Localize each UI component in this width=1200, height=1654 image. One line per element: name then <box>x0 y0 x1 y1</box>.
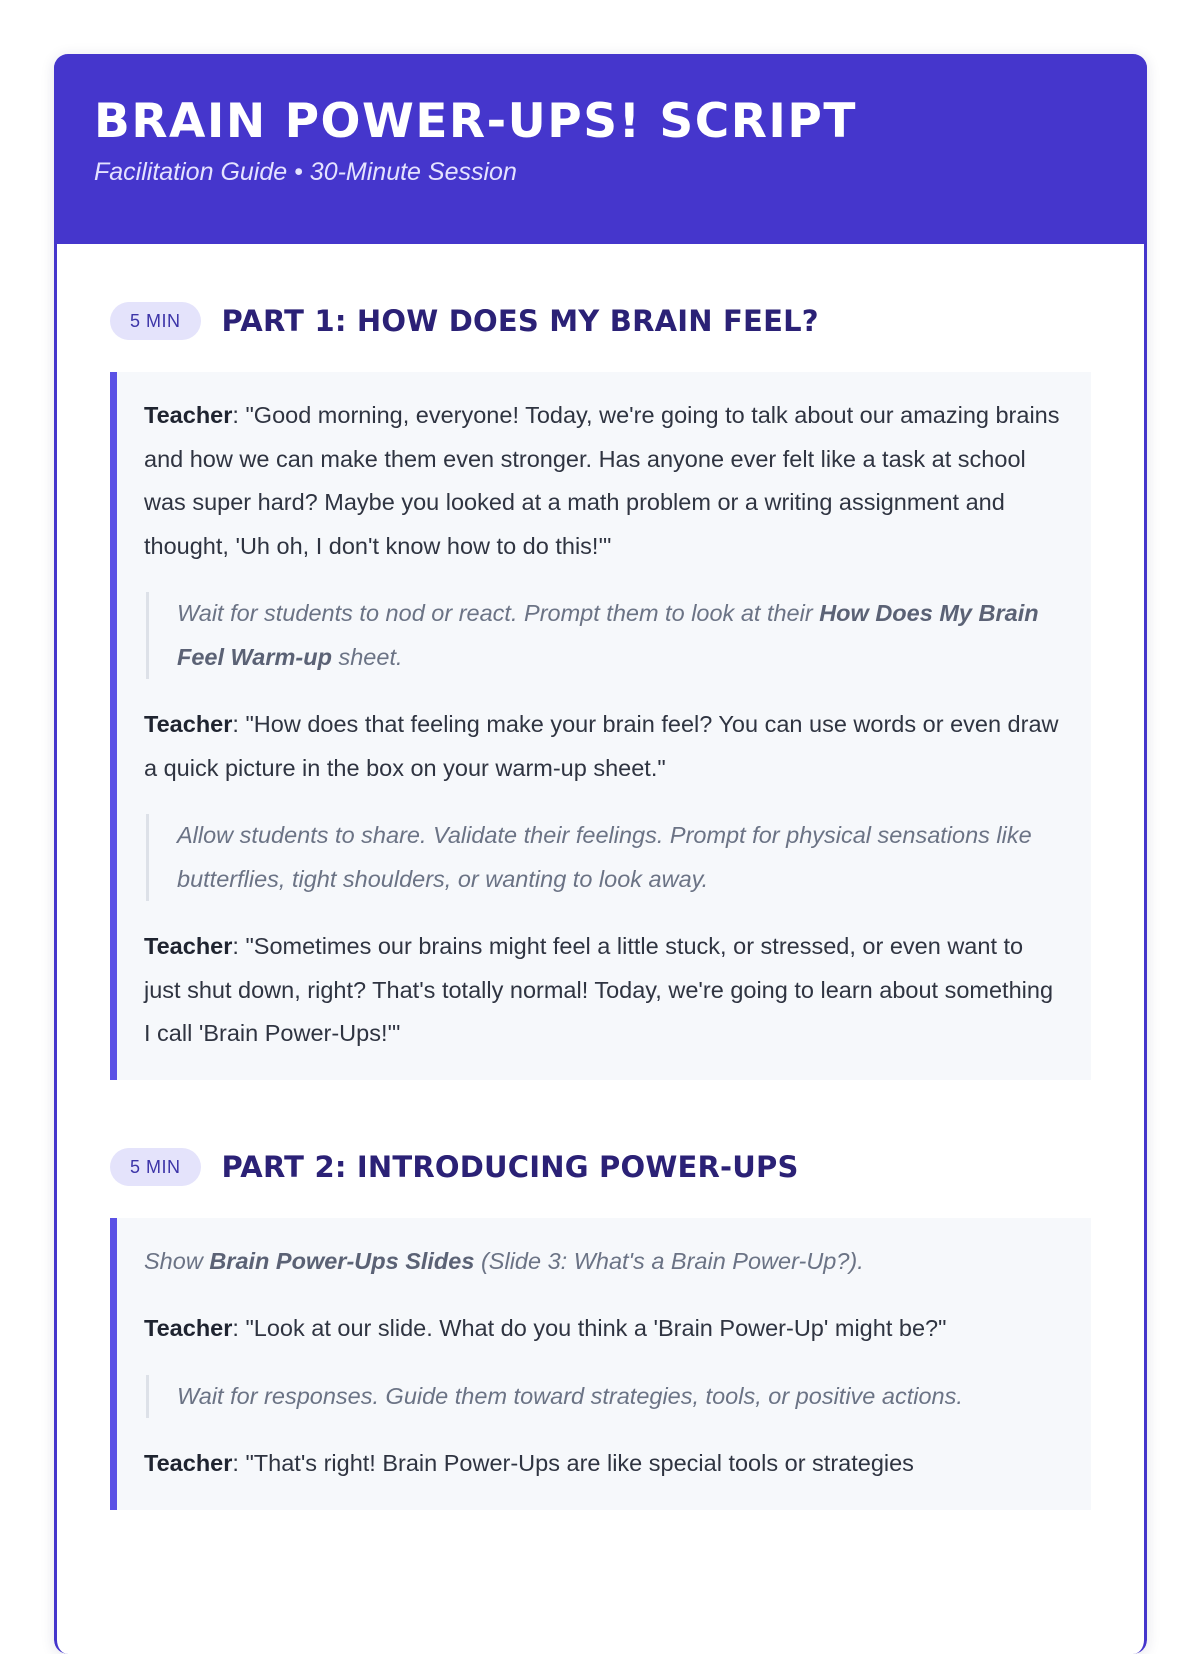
part1-facilitator-note-1 <box>146 592 1065 679</box>
speaker-label: Teacher <box>144 402 233 428</box>
part2-teacher-line-2 <box>144 1442 1065 1486</box>
part2-heading <box>110 1146 1091 1188</box>
part2-stage-direction <box>144 1240 1065 1284</box>
part1-title: PART 1: HOW DOES MY BRAIN FEEL? <box>221 304 819 338</box>
slides-reference: Brain Power-Ups Slides <box>209 1247 475 1274</box>
part2-duration-badge: 5 MIN <box>110 1148 201 1186</box>
part2-teacher-line-1 <box>144 1307 1065 1351</box>
part1-teacher-line-1 <box>144 394 1065 568</box>
part2-script-box <box>110 1218 1091 1510</box>
speaker-label: Teacher <box>144 933 233 959</box>
speaker-label: Teacher <box>144 1450 233 1476</box>
part1-teacher-line-2 <box>144 703 1065 790</box>
dialogue-text: : "Good morning, everyone! Today, we're going to talk about our amazing brains and how we can make them even stronger. Has anyone ever felt like a task at school was super hard? Maybe you looked at a math problem or a writing assignment and thought, 'Uh oh, I don't know how to do this!'" <box>144 402 1060 559</box>
note-text: sheet. <box>331 643 403 670</box>
page-title: BRAIN POWER-UPS! SCRIPT <box>94 94 857 149</box>
part2-facilitator-note-1: Wait for responses. Guide them toward strategies, tools, or positive actions. <box>146 1375 1065 1419</box>
dialogue-text: : "Sometimes our brains might feel a little stuck, or stressed, or even want to just shut down, right? That's totally normal! Today, we're going to learn about something I call 'Brain Power-Ups!'" <box>144 933 1054 1046</box>
page-subtitle: Facilitation Guide • 30-Minute Session <box>94 158 517 186</box>
dialogue-text: : "Look at our slide. What do you think a 'Brain Power-Up' might be?" <box>232 1315 947 1341</box>
script-card <box>54 54 1147 1654</box>
part2-title: PART 2: INTRODUCING POWER-UPS <box>221 1149 799 1184</box>
note-text: Wait for students to nod or react. Prompt them to look at their <box>177 600 820 626</box>
speaker-label: Teacher <box>144 1315 233 1341</box>
part1-facilitator-note-2: Allow students to share. Validate their feelings. Prompt for physical sensations like butterflies, tight shoulders, or wanting to look away. <box>146 814 1065 901</box>
part1-script-box <box>110 372 1091 1080</box>
stage-text: (Slide 3: What's a Brain Power-Up?). <box>474 1247 864 1274</box>
part1-heading <box>110 300 1091 342</box>
part1-teacher-line-3 <box>144 925 1065 1056</box>
page-header <box>54 54 1147 244</box>
speaker-label: Teacher <box>144 711 233 737</box>
part1-duration-badge: 5 MIN <box>110 302 201 340</box>
warmup-sheet-reference: How Does My Brain Feel Warm-up <box>177 600 1039 670</box>
stage-text: Show <box>144 1247 210 1274</box>
dialogue-text: : "That's right! Brain Power-Ups are like special tools or strategies <box>232 1450 914 1476</box>
dialogue-text: : "How does that feeling make your brain feel? You can use words or even draw a quick picture in the box on your warm-up sheet." <box>144 711 1059 781</box>
script-content <box>54 244 1147 1510</box>
